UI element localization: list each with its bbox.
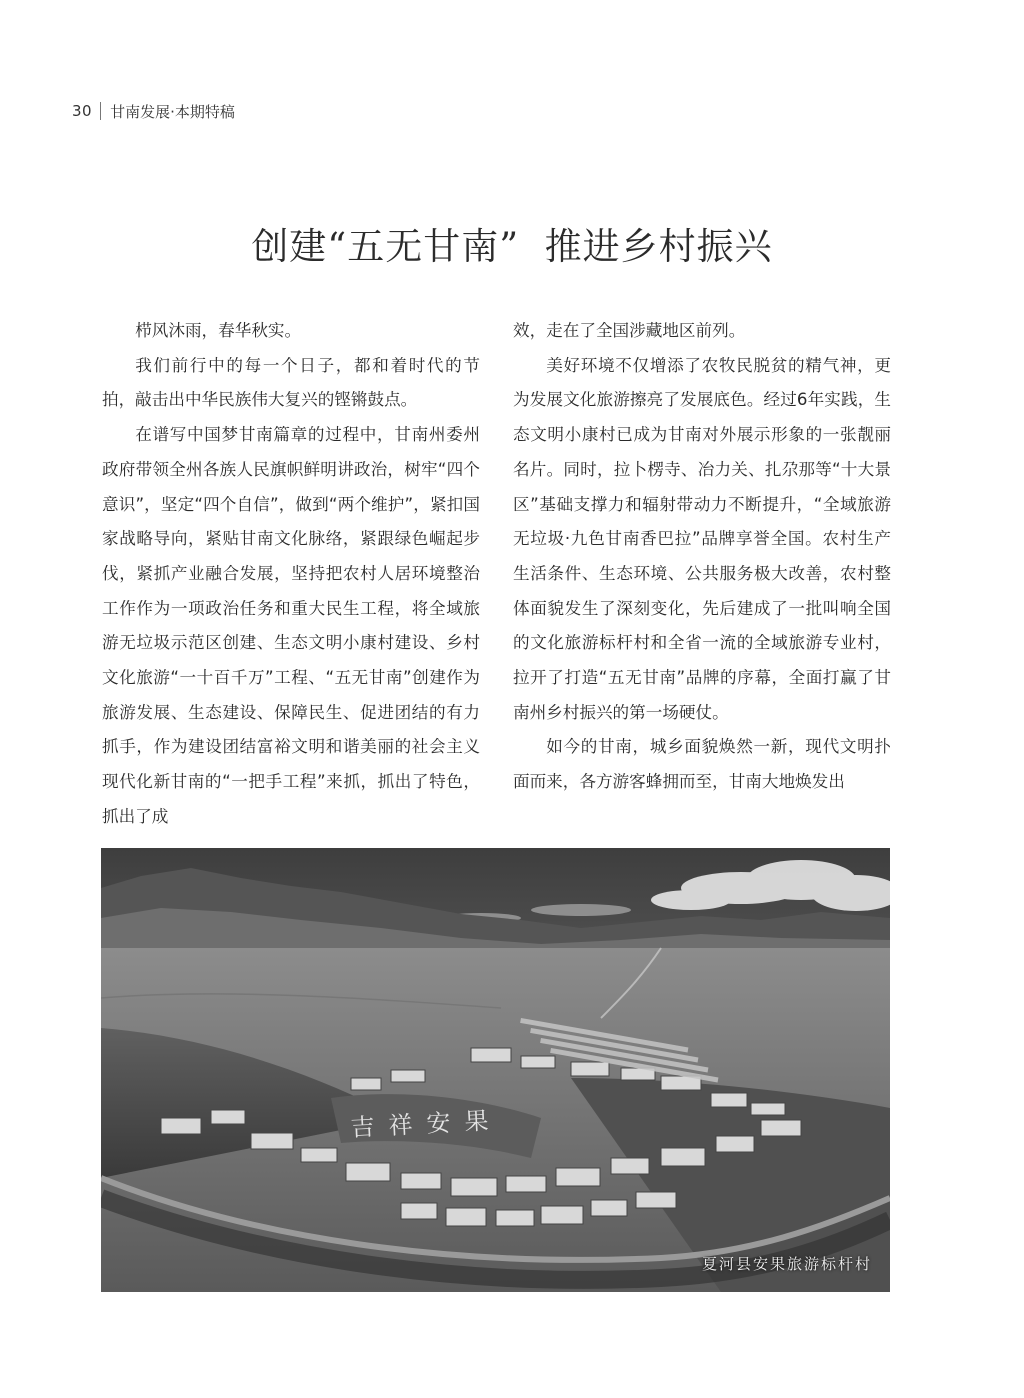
paragraph: 我们前行中的每一个日子，都和着时代的节拍，敲击出中华民族伟大复兴的铿锵鼓点。: [102, 355, 480, 410]
article-column-left: [102, 314, 480, 835]
paragraph: 在谱写中国梦甘南篇章的过程中，甘南州委州政府带领全州各族人民旗帜鲜明讲政治，树牢“四个意识”，坚定“四个自信”，做到“两个维护”，紧扣国家战略导向，紧贴甘南文化脉络，紧跟绿色崛起步伐，紧抓产业融合发展，坚持把农村人居环境整治工作作为一项政治任务和重大民生工程，将全域旅游无垃圾示范区创建、生态文明小康村建设、乡村文化旅游“一十百千万”工程、“五无甘南”创建作为旅游发展、生态建设、保障民生、促进团结的有力抓手，作为建设团结富裕文明和谐美丽的社会主义现代化新甘南的“一把手工程”来抓，抓出了特色，抓出了成: [102, 425, 480, 826]
running-header: [72, 99, 235, 123]
photo-caption: 夏河县安果旅游标杆村: [701, 1255, 872, 1273]
header-divider: [100, 102, 101, 120]
paragraph: 如今的甘南，城乡面貌焕然一新，现代文明扑面而来，各方游客蜂拥而至，甘南大地焕发出: [513, 737, 891, 792]
page-number: 30: [72, 102, 93, 120]
paragraph: 美好环境不仅增添了农牧民脱贫的精气神，更为发展文化旅游擦亮了发展底色。经过6年实践，生态文明小康村已成为甘南对外展示形象的一张靓丽名片。同时，拉卜楞寺、冶力关、扎尕那等“十大景区”基础支撑力和辐射带动力不断提升，“全域旅游无垃圾·九色甘南香巴拉”品牌享誉全国。农村生产生活条件、生态环境、公共服务极大改善，农村整体面貌发生了深刻变化，先后建成了一批叫响全国的文化旅游标杆村和全省一流的全域旅游专业村，拉开了打造“五无甘南”品牌的序幕，全面打赢了甘南州乡村振兴的第一场硬仗。: [513, 355, 891, 722]
village-photo: [101, 848, 890, 1292]
paragraph: 效，走在了全国涉藏地区前列。: [513, 321, 746, 340]
photo-illustration: [101, 848, 890, 1292]
paragraph: 栉风沐雨，春华秋实。: [135, 321, 302, 340]
section-label: 甘南发展·本期特稿: [110, 102, 235, 121]
hillside-lettering: 吉祥安果: [349, 1106, 504, 1142]
article-title: 创建“五无甘南” 推进乡村振兴: [251, 225, 773, 268]
article-column-right: [513, 314, 891, 800]
